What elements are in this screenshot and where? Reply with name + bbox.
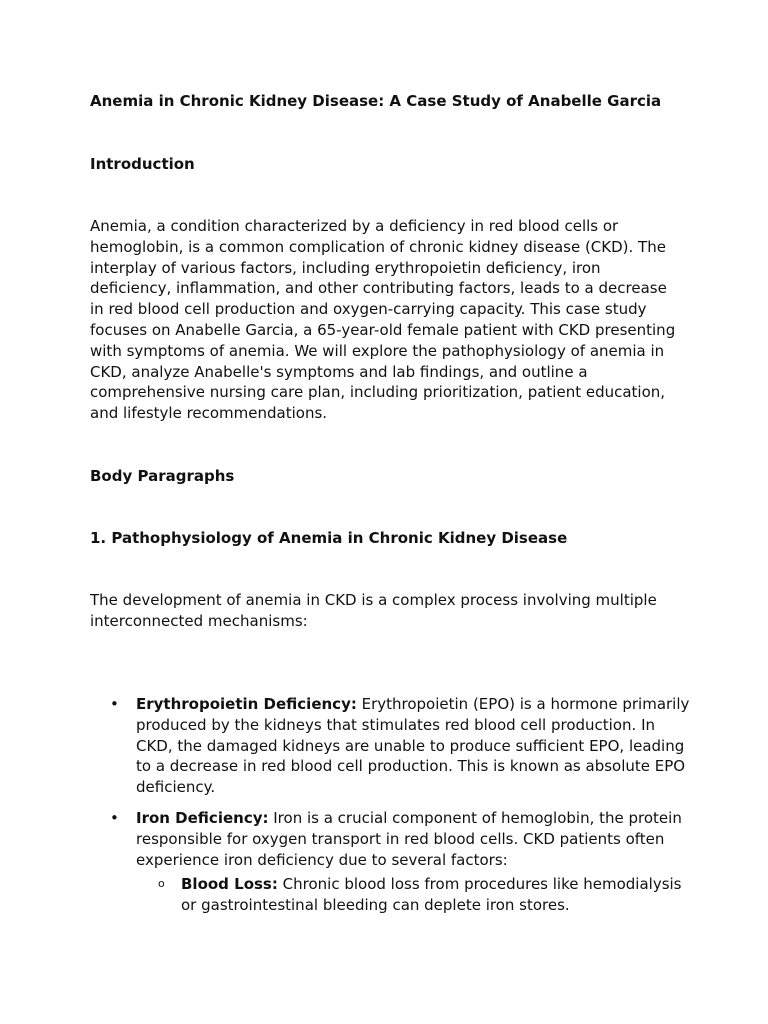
mechanisms-list [90,694,690,926]
introduction-paragraph: Anemia, a condition characterized by a deficiency in red blood cells or hemoglobin, is a common complication of chronic kidney disease (CKD). The interplay of various factors, including erythropoietin deficiency, iron deficiency, inflammation, and other contributing factors, leads to a decrease in red blood cell production and oxygen-carrying capacity. This case study focuses on Anabelle Garcia, a 65-year-old female patient with CKD presenting with symptoms of anemia. We will explore the pathophysiology of anemia in CKD, analyze Anabelle's symptoms and lab findings, and outline a comprehensive nursing care plan, including prioritization, patient education, and lifestyle recommendations. [90,217,676,423]
sub-list-item-text: Chronic blood loss from procedures like hemodialysis or gastrointestinal bleeding can deplete iron stores. [181,875,682,915]
list-item-iron [90,808,690,916]
list-item-text: Erythropoietin (EPO) is a hormone primarily produced by the kidneys that stimulates red blood cell production. In CKD, the damaged kidneys are unable to produce sufficient EPO, leading to a decrease in red blood cell production. This is known as absolute EPO deficiency. [136,695,690,797]
body-paragraphs-heading: Body Paragraphs [90,467,235,485]
section-1-paragraph: The development of anemia in CKD is a complex process involving multiple interconnected mechanisms: [90,591,657,630]
list-item-term: Iron Deficiency: [136,808,269,827]
bullet-icon: • [110,695,119,713]
sub-list-item-blood-loss [136,874,690,916]
iron-causes-list [136,874,690,916]
introduction-heading: Introduction [90,155,195,173]
sub-list-item-term: Blood Loss: [181,875,278,894]
circle-bullet-icon: o [158,877,165,891]
list-item-text: Iron is a crucial component of hemoglobin, the protein responsible for oxygen transport in red blood cells. CKD patients often experience iron deficiency due to several factors: [136,808,682,869]
list-item-term: Erythropoietin Deficiency: [136,695,357,713]
document-title: Anemia in Chronic Kidney Disease: A Case Study of Anabelle Garcia [90,92,662,110]
list-item-epo [90,694,690,798]
section-1-heading: 1. Pathophysiology of Anemia in Chronic Kidney Disease [90,529,568,547]
bullet-icon: • [110,808,119,827]
